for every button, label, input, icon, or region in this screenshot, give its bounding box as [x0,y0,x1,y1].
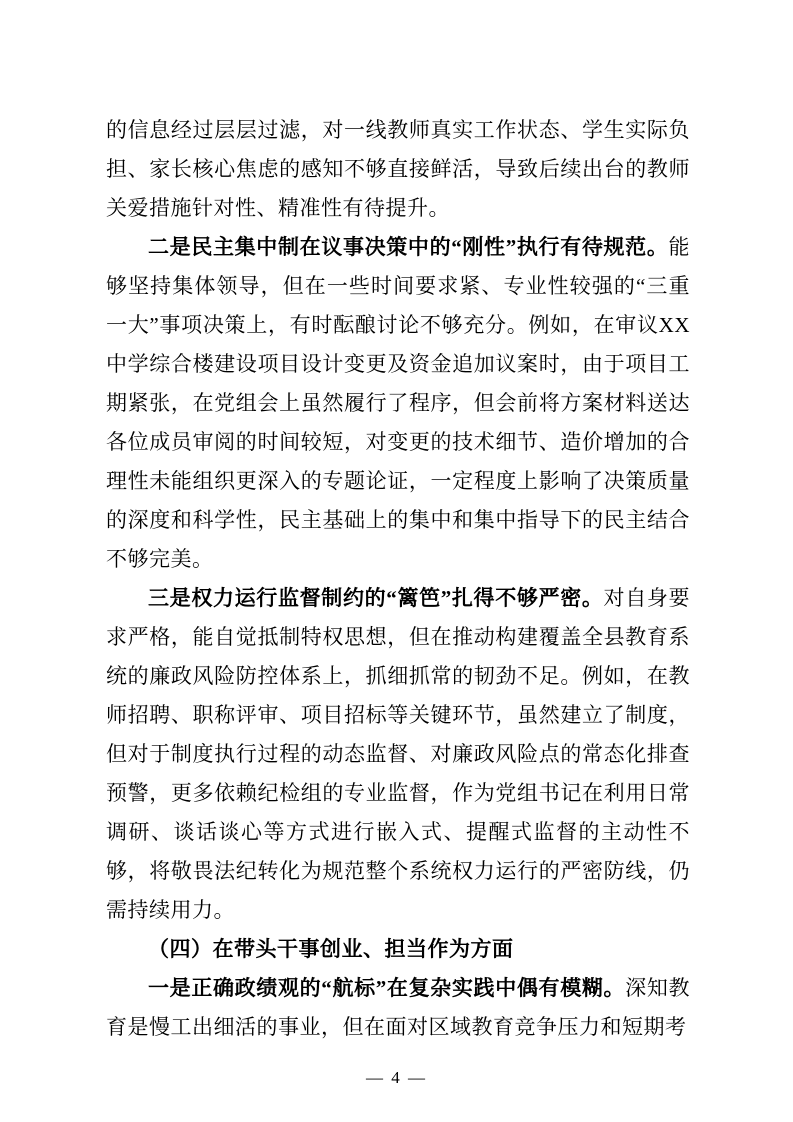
paragraph-lead: 二是民主集中制在议事决策中的“刚性”执行有待规范。 [148,235,669,259]
paragraph-text: 对自身要求严格，能自觉抵制特权思想，但在推动构建覆盖全县教育系统的廉政风险防控体系上，抓细抓常的韧劲不足。例如，在教师招聘、职称评审、项目招标等关键环节，虽然建立了制度，但对于制度执行过程的动态监督、对廉政风险点的常态化排查预警，更多依赖纪检组的专业监督，作为党组书记在利用日常调研、谈话谈心等方式进行嵌入式、提醒式监督的主动性不够，将敬畏法纪转化为规范整个系统权力运行的严密防线，仍需持续用力。 [106,586,691,922]
paragraph-text: 的信息经过层层过滤，对一线教师真实工作状态、学生实际负担、家长核心焦虑的感知不够直接鲜活，导致后续出台的教师关爱措施针对性、精准性有待提升。 [106,118,690,220]
paragraph-lead: 三是权力运行监督制约的“篱笆”扎得不够严密。 [148,586,604,610]
paragraph-lead: 一是正确政绩观的“航标”在复杂实践中偶有模糊。 [148,976,626,1000]
section-heading: （四）在带头干事创业、担当作为方面 [148,937,514,961]
paragraph-text: 深知教育是慢工出细活的事业，但在面对区域教育竞争压力和短期考 [106,976,691,1039]
page-footer [0,1066,793,1090]
paragraph-continuation [106,111,690,228]
paragraph-fourth-point [106,969,690,1047]
paragraph-text: 能够坚持集体领导，但在一些时间要求紧、专业性较强的“三重一大”事项决策上，有时酝酿讨论不够充分。例如，在审议XX中学综合楼建设项目设计变更及资金追加议案时，由于项目工期紧张，在党组会上虽然履行了程序，但会前将方案材料送达各位成员审阅的时间较短，对变更的技术细节、造价增加的合理性未能组织更深入的专题论证，一定程度上影响了决策质量的深度和科学性，民主基础上的集中和集中指导下的民主结合不够完美。 [106,235,690,571]
document-body [106,111,690,1047]
paragraph-second-point [106,228,690,579]
page-number: — 4 — [366,1068,427,1087]
paragraph-third-point [106,579,690,930]
